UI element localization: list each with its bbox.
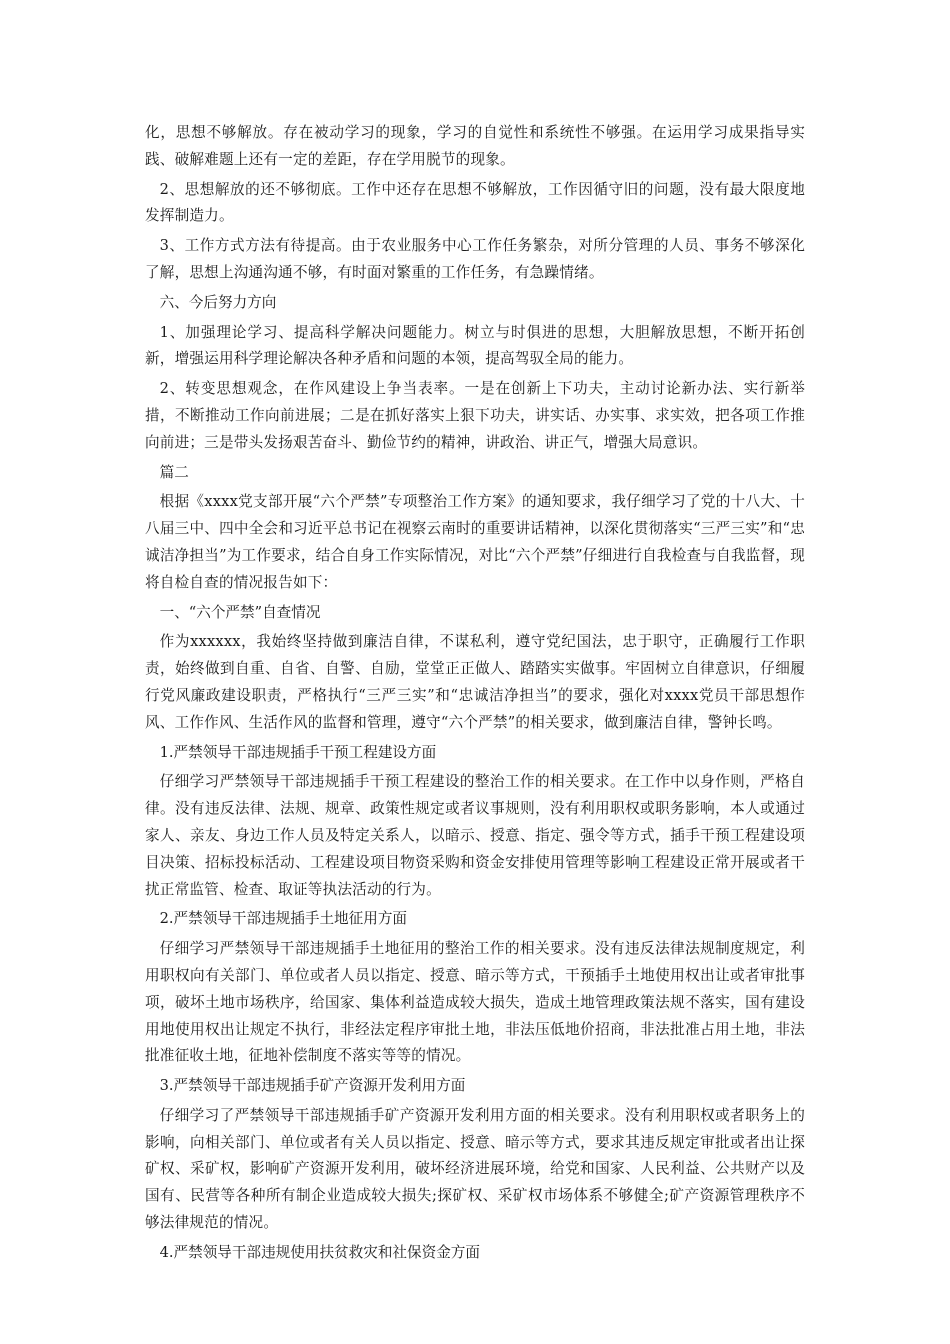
section-heading: 一、“六个严禁”自查情况 xyxy=(159,603,321,621)
section-heading: 1.严禁领导干部违规插手干预工程建设方面 xyxy=(159,743,437,761)
body-paragraph: 仔细学习了严禁领导干部违规插手矿产资源开发利用方面的相关要求。没有利用职权或者职务上的影响，向相关部门、单位或者有关人员以指定、授意、暗示等方式，要求其违反规定审批或者出让探矿权、采矿权，影响矿产资源开发利用，破坏经济进展环境，给党和国家、人民利益、公共财产以及国有、民营等各种所有制企业造成较大损失;探矿权、采矿权市场体系不够健全;矿产资源管理秩序不够法律规范的情况。 xyxy=(145,1106,805,1232)
document-body xyxy=(145,120,805,1270)
body-paragraph: 根据《xxxx党支部开展“六个严禁”专项整治工作方案》的通知要求，我仔细学习了党的十八大、十八届三中、四中全会和习近平总书记在视察云南时的重要讲话精神，以深化贯彻落实“三严三实”和“忠诚洁净担当”为工作要求，结合自身工作实际情况，对比“六个严禁”仔细进行自我检查与自我监督，现将自检自查的情况报告如下： xyxy=(145,493,805,591)
body-paragraph: 1、加强理论学习、提高科学解决问题能力。树立与时俱进的思想，大胆解放思想，不断开拓创新，增强运用科学理论解决各种矛盾和问题的本领，提高驾驭全局的能力。 xyxy=(145,323,805,368)
body-paragraph: 仔细学习严禁领导干部违规插手干预工程建设的整治工作的相关要求。在工作中以身作则，严格自律。没有违反法律、法规、规章、政策性规定或者议事规则，没有利用职权或职务影响，本人或通过家人、亲友、身边工作人员及特定关系人，以暗示、授意、指定、强令等方式，插手干预工程建设项目决策、招标投标活动、工程建设项目物资采购和资金安排使用管理等影响工程建设正常开展或者干扰正常监管、检查、取证等执法活动的行为。 xyxy=(145,773,805,898)
body-paragraph: 2、转变思想观念，在作风建设上争当表率。一是在创新上下功夫，主动讨论新办法、实行新举措，不断推动工作向前进展；二是在抓好落实上狠下功夫，讲实话、办实事、求实效，把各项工作推向前进；三是带头发扬艰苦奋斗、勤俭节约的精神，讲政治、讲正气，增强大局意识。 xyxy=(145,380,805,451)
section-heading: 篇二 xyxy=(159,463,189,481)
body-paragraph: 2、思想解放的还不够彻底。工作中还存在思想不够解放，工作因循守旧的问题，没有最大限度地发挥制造力。 xyxy=(145,180,805,225)
section-heading: 3.严禁领导干部违规插手矿产资源开发利用方面 xyxy=(159,1077,466,1095)
section-heading: 六、今后努力方向 xyxy=(159,293,277,311)
body-paragraph: 作为xxxxxx，我始终坚持做到廉洁自律，不谋私利，遵守党纪国法，忠于职守，正确履行工作职责，始终做到自重、自省、自警、自励，堂堂正正做人、踏踏实实做事。牢固树立自律意识，仔细履行党风廉政建设职责，严格执行“三严三实”和“忠诚洁净担当”的要求，强化对xxxx党员干部思想作风、工作作风、生活作风的监督和管理，遵守“六个严禁”的相关要求，做到廉洁自律，警钟长鸣。 xyxy=(145,633,805,731)
body-paragraph: 仔细学习严禁领导干部违规插手土地征用的整治工作的相关要求。没有违反法律法规制度规定，利用职权向有关部门、单位或者人员以指定、授意、暗示等方式，干预插手土地使用权出让或者审批事项，破坏土地市场秩序，给国家、集体利益造成较大损失，造成土地管理政策法规不落实，国有建设用地使用权出让规定不执行，非经法定程序审批土地，非法压低地价招商，非法批准占用土地，非法批准征收土地，征地补偿制度不落实等等的情况。 xyxy=(145,940,805,1065)
section-heading: 4.严禁领导干部违规使用扶贫救灾和社保资金方面 xyxy=(159,1243,480,1261)
body-paragraph: 化，思想不够解放。存在被动学习的现象，学习的自觉性和系统性不够强。在运用学习成果指导实践、破解难题上还有一定的差距，存在学用脱节的现象。 xyxy=(145,124,805,168)
body-paragraph: 3、工作方式方法有待提高。由于农业服务中心工作任务繁杂，对所分管理的人员、事务不够深化了解，思想上沟通沟通不够，有时面对繁重的工作任务，有急躁情绪。 xyxy=(145,237,805,281)
section-heading: 2.严禁领导干部违规插手土地征用方面 xyxy=(159,910,408,928)
